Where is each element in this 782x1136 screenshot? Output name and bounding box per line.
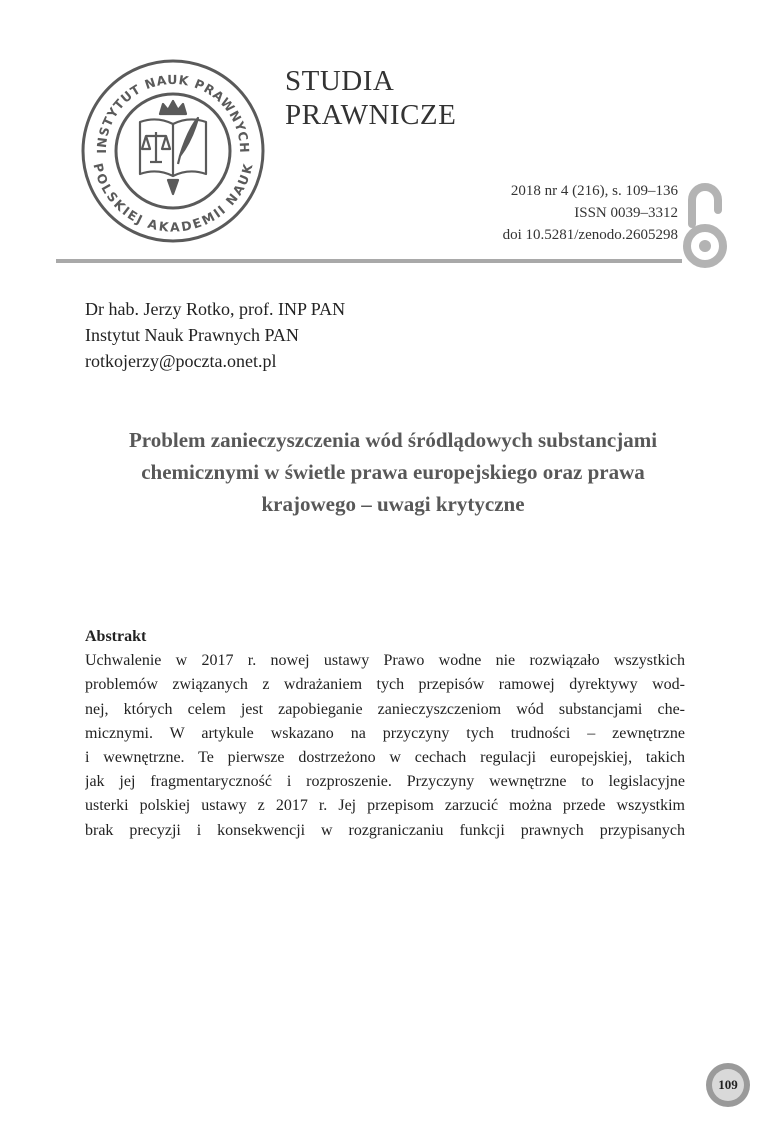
seal-ring-text-top: INSTYTUT NAUK PRAWNYCH <box>93 71 253 154</box>
institute-seal-icon <box>80 58 266 244</box>
abstract-line: usterki polskiej ustawy z 2017 r. Jej przepisom zarzucić można przede wszystkim <box>85 797 685 815</box>
author-name: Dr hab. Jerzy Rotko, prof. INP PAN <box>85 299 346 319</box>
page-number: 109 <box>718 1077 738 1092</box>
abstract-heading: Abstrakt <box>85 628 147 645</box>
author-affiliation: Instytut Nauk Prawnych PAN <box>85 325 299 345</box>
author-email[interactable]: rotkojerzy@poczta.onet.pl <box>85 351 277 371</box>
publication-info <box>503 180 678 246</box>
abstract-line: jak jej fragmentaryczność i rozproszenie. Przyczyny wewnętrzne to legislacyjne <box>85 773 685 791</box>
open-access-icon <box>682 180 728 274</box>
abstract-line: i wewnętrzne. Te pierwsze dostrzeżono w cechach regulacji europejskiej, takich <box>85 749 685 767</box>
abstract-line: Uchwalenie w 2017 r. nowej ustawy Prawo wodne nie rozwiązało wszystkich <box>85 652 685 670</box>
abstract-line: problemów związanych z wdrażaniem tych przepisów ramowej dyrektywy wod- <box>85 676 685 694</box>
abstract <box>85 625 685 843</box>
journal-title-line2: PRAWNICZE <box>285 99 457 131</box>
issn: ISSN 0039–3312 <box>574 205 678 221</box>
page-number-badge <box>705 1062 751 1108</box>
abstract-line: micznymi. W artykule wskazano na przyczyny tych trudności – zewnętrzne <box>85 724 685 742</box>
abstract-line: nej, których celem jest zapobieganie zanieczyszczeniom wód substancjami che- <box>85 700 685 718</box>
abstract-line: brak precyzji i konsekwencji w rozgraniczaniu funkcji prawnych przypisanych <box>85 821 685 839</box>
journal-title <box>285 64 456 132</box>
journal-title-line1: STUDIA <box>285 65 395 97</box>
author-block <box>85 296 345 374</box>
header-divider <box>56 259 682 263</box>
issue-info: 2018 nr 4 (216), s. 109–136 <box>510 183 678 199</box>
article-title: Problem zanieczyszczenia wód śródlądowych substancjami chemicznymi w świetle prawa europejskiego oraz prawa krajowego – uwagi krytyczne <box>128 428 658 516</box>
doi: doi 10.5281/zenodo.2605298 <box>502 227 678 243</box>
seal-ring-text-bottom: POLSKIEJ AKADEMII NAUK <box>90 161 256 235</box>
